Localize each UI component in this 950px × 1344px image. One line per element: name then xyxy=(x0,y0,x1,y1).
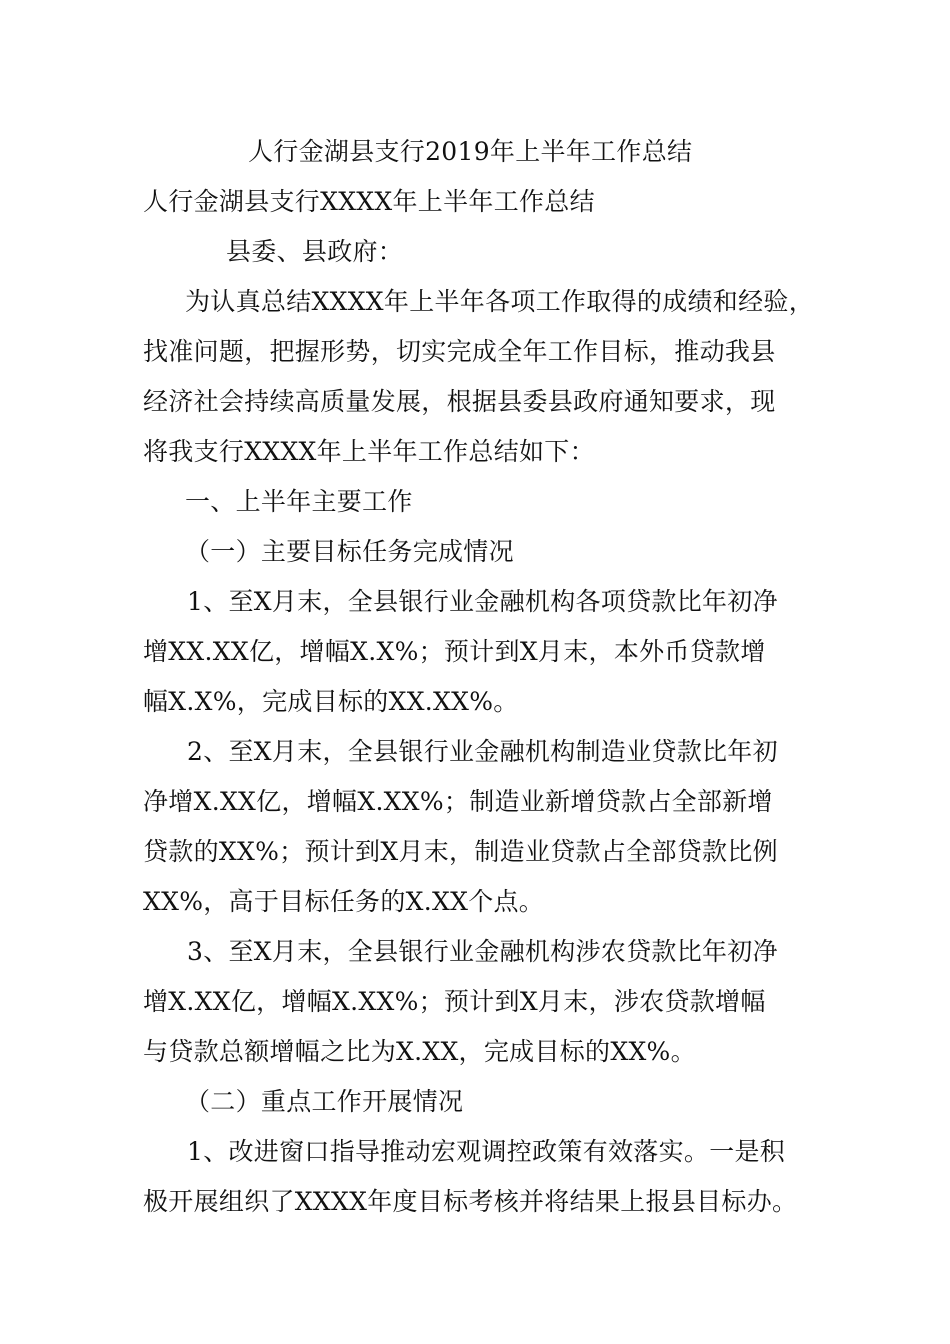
paragraph-line: 1、改进窗口指导推动宏观调控政策有效落实。一是积 xyxy=(187,1137,786,1166)
paragraph-line: 增XX.XX亿，增幅X.X%；预计到X月末，本外币贷款增 xyxy=(143,637,766,666)
paragraph-line: 找准问题，把握形势，切实完成全年工作目标，推动我县 xyxy=(143,337,776,366)
document-subtitle: 人行金湖县支行XXXX年上半年工作总结 xyxy=(143,187,595,216)
paragraph-line: 净增X.XX亿，增幅X.XX%；制造业新增贷款占全部新增 xyxy=(143,787,773,816)
subsection-heading: （二）重点工作开展情况 xyxy=(185,1087,464,1116)
salutation: 县委、县政府： xyxy=(226,237,404,266)
paragraph-line: 贷款的XX%；预计到X月末，制造业贷款占全部贷款比例 xyxy=(143,837,778,866)
section-heading: 一、上半年主要工作 xyxy=(185,487,413,516)
paragraph-line: 经济社会持续高质量发展，根据县委县政府通知要求，现 xyxy=(143,387,776,416)
paragraph-line: XX%，高于目标任务的X.XX个点。 xyxy=(143,887,545,916)
paragraph-line: 增X.XX亿，增幅X.XX%；预计到X月末，涉农贷款增幅 xyxy=(143,987,766,1016)
paragraph-line: 为认真总结XXXX年上半年各项工作取得的成绩和经验， xyxy=(185,287,814,316)
paragraph-line: 极开展组织了XXXX年度目标考核并将结果上报县目标办。 xyxy=(143,1187,798,1216)
paragraph-line: 2、至X月末，全县银行业金融机构制造业贷款比年初 xyxy=(187,737,778,766)
document-title: 人行金湖县支行2019年上半年工作总结 xyxy=(248,137,693,166)
paragraph-line: 1、至X月末，全县银行业金融机构各项贷款比年初净 xyxy=(187,587,778,616)
paragraph-line: 3、至X月末，全县银行业金融机构涉农贷款比年初净 xyxy=(187,937,778,966)
subsection-heading: （一）主要目标任务完成情况 xyxy=(185,537,514,566)
paragraph-line: 将我支行XXXX年上半年工作总结如下： xyxy=(143,437,595,466)
paragraph-line: 幅X.X%，完成目标的XX.XX%。 xyxy=(143,687,519,716)
paragraph-line: 与贷款总额增幅之比为X.XX，完成目标的XX%。 xyxy=(143,1037,696,1066)
